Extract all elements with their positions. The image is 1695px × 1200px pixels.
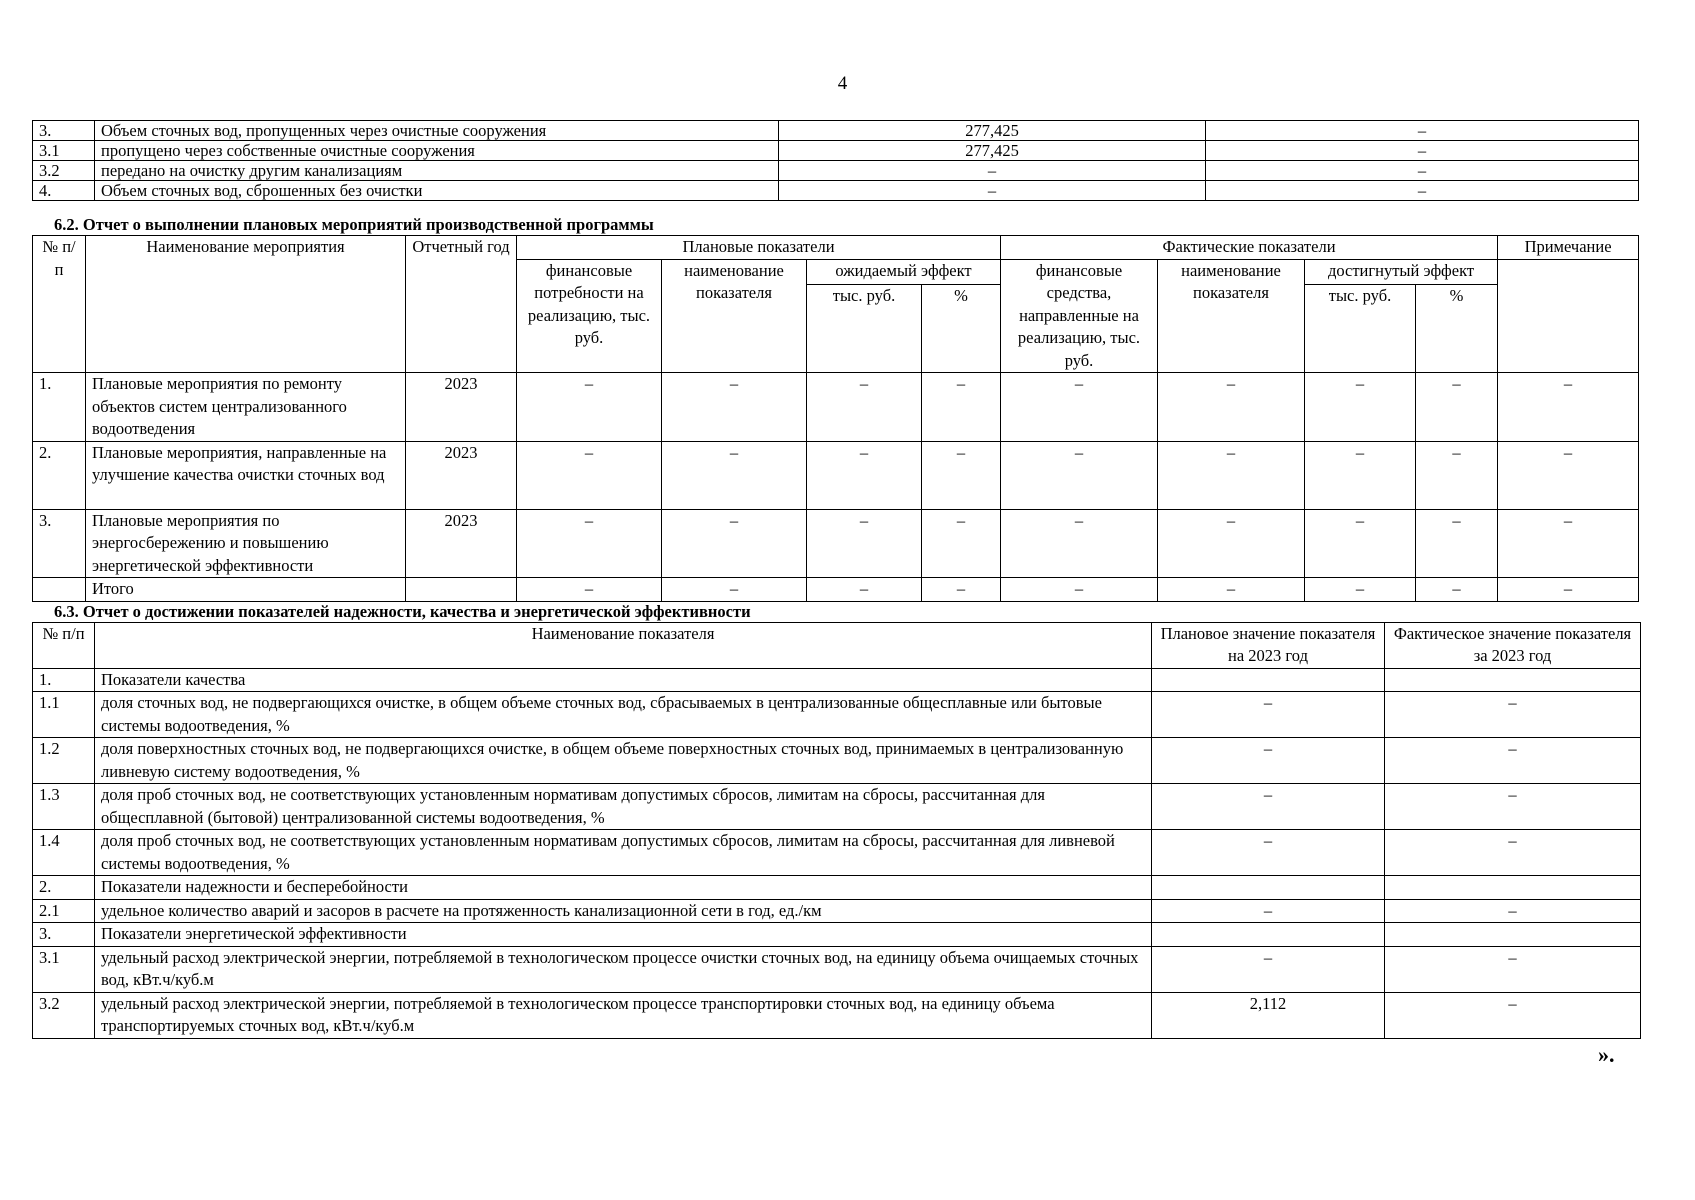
cell-value: – (922, 509, 1001, 578)
row-name: удельное количество аварий и засоров в расчете на протяженность канализационной сети в год, ед./км (95, 899, 1152, 923)
row-year: 2023 (406, 509, 517, 578)
row-plan: – (1152, 692, 1385, 738)
row-name: удельный расход электрической энергии, потребляемой в технологическом процессе транспортировки сточных вод, на единицу объема транспортируемых сточных вод, кВт.ч/куб.м (95, 992, 1152, 1038)
row-fact: – (1385, 899, 1641, 923)
cell-value: – (662, 509, 807, 578)
row-name: доля проб сточных вод, не соответствующих установленным нормативам допустимых сбросов, лимитам на сбросы, рассчитанная для ливневой системы водоотведения, % (95, 830, 1152, 876)
row-fact (1385, 876, 1641, 900)
row-number: 2. (33, 876, 95, 900)
cell-value: – (662, 578, 807, 602)
section-6-3-title: 6.3. Отчет о достижении показателей надежности, качества и энергетической эффективности (54, 602, 751, 621)
table-row (33, 738, 1641, 784)
row-number: 1.1 (33, 692, 95, 738)
row-plan: – (1152, 738, 1385, 784)
row-name: Показатели энергетической эффективности (95, 923, 1152, 947)
cell-value: – (1001, 509, 1158, 578)
row-number: 1. (33, 373, 86, 442)
table-row (33, 830, 1641, 876)
row-name: доля проб сточных вод, не соответствующих установленным нормативам допустимых сбросов, лимитам на сбросы, рассчитанная для общесплавной (бытовой) централизованной системы водоотведения, % (95, 784, 1152, 830)
row-fact: – (1385, 946, 1641, 992)
header-year: Отчетный год (406, 236, 517, 373)
row-value: – (1206, 181, 1639, 201)
row-number: 1.3 (33, 784, 95, 830)
header-fact-fin: финансовые средства, направленные на реализацию, тыс. руб. (1001, 259, 1158, 373)
row-plan (1152, 876, 1385, 900)
row-number: 1.2 (33, 738, 95, 784)
row-number: 3. (33, 923, 95, 947)
cell-value: – (1416, 373, 1498, 442)
cell-value: – (1305, 441, 1416, 509)
row-number: 3.1 (33, 946, 95, 992)
row-number: 2. (33, 441, 86, 509)
table-row (33, 161, 1639, 181)
header-fact-effect-rub: тыс. руб. (1305, 285, 1416, 373)
row-name: Объем сточных вод, пропущенных через очистные сооружения (95, 121, 779, 141)
row-number: 3.2 (33, 992, 95, 1038)
cell-value: – (807, 441, 922, 509)
row-number: 1. (33, 668, 95, 692)
cell-value: – (1305, 373, 1416, 442)
total-row (33, 578, 1639, 602)
cell-value: – (1001, 441, 1158, 509)
row-number: 3. (33, 509, 86, 578)
row-fact: – (1385, 692, 1641, 738)
row-year (406, 578, 517, 602)
table-row (33, 509, 1639, 578)
row-plan: – (1152, 946, 1385, 992)
row-fact: – (1385, 738, 1641, 784)
row-value: 277,425 (779, 121, 1206, 141)
row-plan (1152, 668, 1385, 692)
cell-value: – (1305, 509, 1416, 578)
cell-value: – (922, 373, 1001, 442)
row-plan (1152, 923, 1385, 947)
row-name: Плановые мероприятия по энергосбережению и повышению энергетической эффективности (86, 509, 406, 578)
table-row (33, 141, 1639, 161)
row-value: – (779, 181, 1206, 201)
header-plan-fin: финансовые потребности на реализацию, тыс. руб. (517, 259, 662, 373)
cell-value: – (1498, 578, 1639, 602)
cell-value: – (807, 509, 922, 578)
page-number: 4 (837, 73, 848, 94)
table-row (33, 946, 1641, 992)
row-year: 2023 (406, 373, 517, 442)
header-actual: Фактические показатели (1001, 236, 1498, 260)
row-number: 3. (33, 121, 95, 141)
volume-table (32, 120, 1639, 201)
table-row (33, 876, 1641, 900)
cell-value: – (517, 509, 662, 578)
indicators-table (32, 622, 1641, 1039)
cell-value: – (807, 373, 922, 442)
cell-value: – (662, 373, 807, 442)
indicators-table-header (33, 623, 1641, 669)
row-plan: – (1152, 830, 1385, 876)
cell-value: – (1498, 441, 1639, 509)
header-num: № п/п (33, 236, 86, 373)
row-name: Показатели качества (95, 668, 1152, 692)
cell-value: – (807, 578, 922, 602)
cell-value: – (1416, 441, 1498, 509)
cell-value: – (1158, 578, 1305, 602)
header-fact: Фактическое значение показателя за 2023 год (1385, 623, 1641, 669)
row-number (33, 578, 86, 602)
header-plan-effect-rub: тыс. руб. (807, 285, 922, 373)
header-name: Наименование показателя (95, 623, 1152, 669)
cell-value: – (517, 441, 662, 509)
cell-value: – (517, 578, 662, 602)
cell-value: – (662, 441, 807, 509)
row-number: 1.4 (33, 830, 95, 876)
header-note-blank (1498, 259, 1639, 373)
cell-value: – (1001, 373, 1158, 442)
row-name: Плановые мероприятия, направленные на улучшение качества очистки сточных вод (86, 441, 406, 509)
events-table-body (33, 373, 1639, 602)
row-fact: – (1385, 992, 1641, 1038)
cell-value: – (1416, 509, 1498, 578)
header-name: Наименование мероприятия (86, 236, 406, 373)
row-number: 2.1 (33, 899, 95, 923)
volume-table-body (33, 121, 1639, 201)
header-num: № п/п (33, 623, 95, 669)
events-table-header (33, 236, 1639, 373)
table-row (33, 992, 1641, 1038)
row-fact: – (1385, 784, 1641, 830)
row-value: – (1206, 161, 1639, 181)
header-note: Примечание (1498, 236, 1639, 260)
table-row (33, 784, 1641, 830)
table-row (33, 373, 1639, 442)
row-fact (1385, 923, 1641, 947)
header-fact-effect: достигнутый эффект (1305, 259, 1498, 285)
row-year: 2023 (406, 441, 517, 509)
table-row (33, 923, 1641, 947)
header-plan-ind: наименование показателя (662, 259, 807, 373)
cell-value: – (1001, 578, 1158, 602)
cell-value: – (1305, 578, 1416, 602)
header-plan-effect-pct: % (922, 285, 1001, 373)
cell-value: – (922, 441, 1001, 509)
cell-value: – (1158, 441, 1305, 509)
table-row (33, 181, 1639, 201)
row-plan: – (1152, 899, 1385, 923)
cell-value: – (922, 578, 1001, 602)
total-label: Итого (86, 578, 406, 602)
table-row (33, 668, 1641, 692)
cell-value: – (1498, 373, 1639, 442)
row-plan: 2,112 (1152, 992, 1385, 1038)
row-fact (1385, 668, 1641, 692)
cell-value: – (1158, 373, 1305, 442)
row-plan: – (1152, 784, 1385, 830)
row-name: доля поверхностных сточных вод, не подвергающихся очистке, в общем объеме поверхностных сточных вод, принимаемых в централизованную ливневую систему водоотведения, % (95, 738, 1152, 784)
row-name: Плановые мероприятия по ремонту объектов систем централизованного водоотведения (86, 373, 406, 442)
cell-value: – (1416, 578, 1498, 602)
table-row (33, 441, 1639, 509)
header-fact-ind: наименование показателя (1158, 259, 1305, 373)
row-name: удельный расход электрической энергии, потребляемой в технологическом процессе очистки сточных вод, на единицу объема очищаемых сточных вод, кВт.ч/куб.м (95, 946, 1152, 992)
section-6-2-title: 6.2. Отчет о выполнении плановых мероприятий производственной программы (54, 215, 654, 234)
row-fact: – (1385, 830, 1641, 876)
cell-value: – (517, 373, 662, 442)
row-value: – (779, 161, 1206, 181)
table-row (33, 899, 1641, 923)
indicators-table-body (33, 668, 1641, 1038)
row-name: доля сточных вод, не подвергающихся очистке, в общем объеме сточных вод, сбрасываемых в централизованные общесплавные или бытовые системы водоотведения, % (95, 692, 1152, 738)
header-planned: Плановые показатели (517, 236, 1001, 260)
row-number: 3.2 (33, 161, 95, 181)
row-number: 4. (33, 181, 95, 201)
row-value: – (1206, 141, 1639, 161)
row-value: – (1206, 121, 1639, 141)
cell-value: – (1498, 509, 1639, 578)
row-name: пропущено через собственные очистные сооружения (95, 141, 779, 161)
row-name: Показатели надежности и бесперебойности (95, 876, 1152, 900)
table-row (33, 121, 1639, 141)
header-fact-effect-pct: % (1416, 285, 1498, 373)
header-plan: Плановое значение показателя на 2023 год (1152, 623, 1385, 669)
table-row (33, 692, 1641, 738)
events-table (32, 235, 1639, 602)
row-value: 277,425 (779, 141, 1206, 161)
row-name: передано на очистку другим канализациям (95, 161, 779, 181)
row-name: Объем сточных вод, сброшенных без очистки (95, 181, 779, 201)
row-number: 3.1 (33, 141, 95, 161)
header-plan-effect: ожидаемый эффект (807, 259, 1001, 285)
closing-quote-mark: ». (1598, 1042, 1615, 1067)
cell-value: – (1158, 509, 1305, 578)
